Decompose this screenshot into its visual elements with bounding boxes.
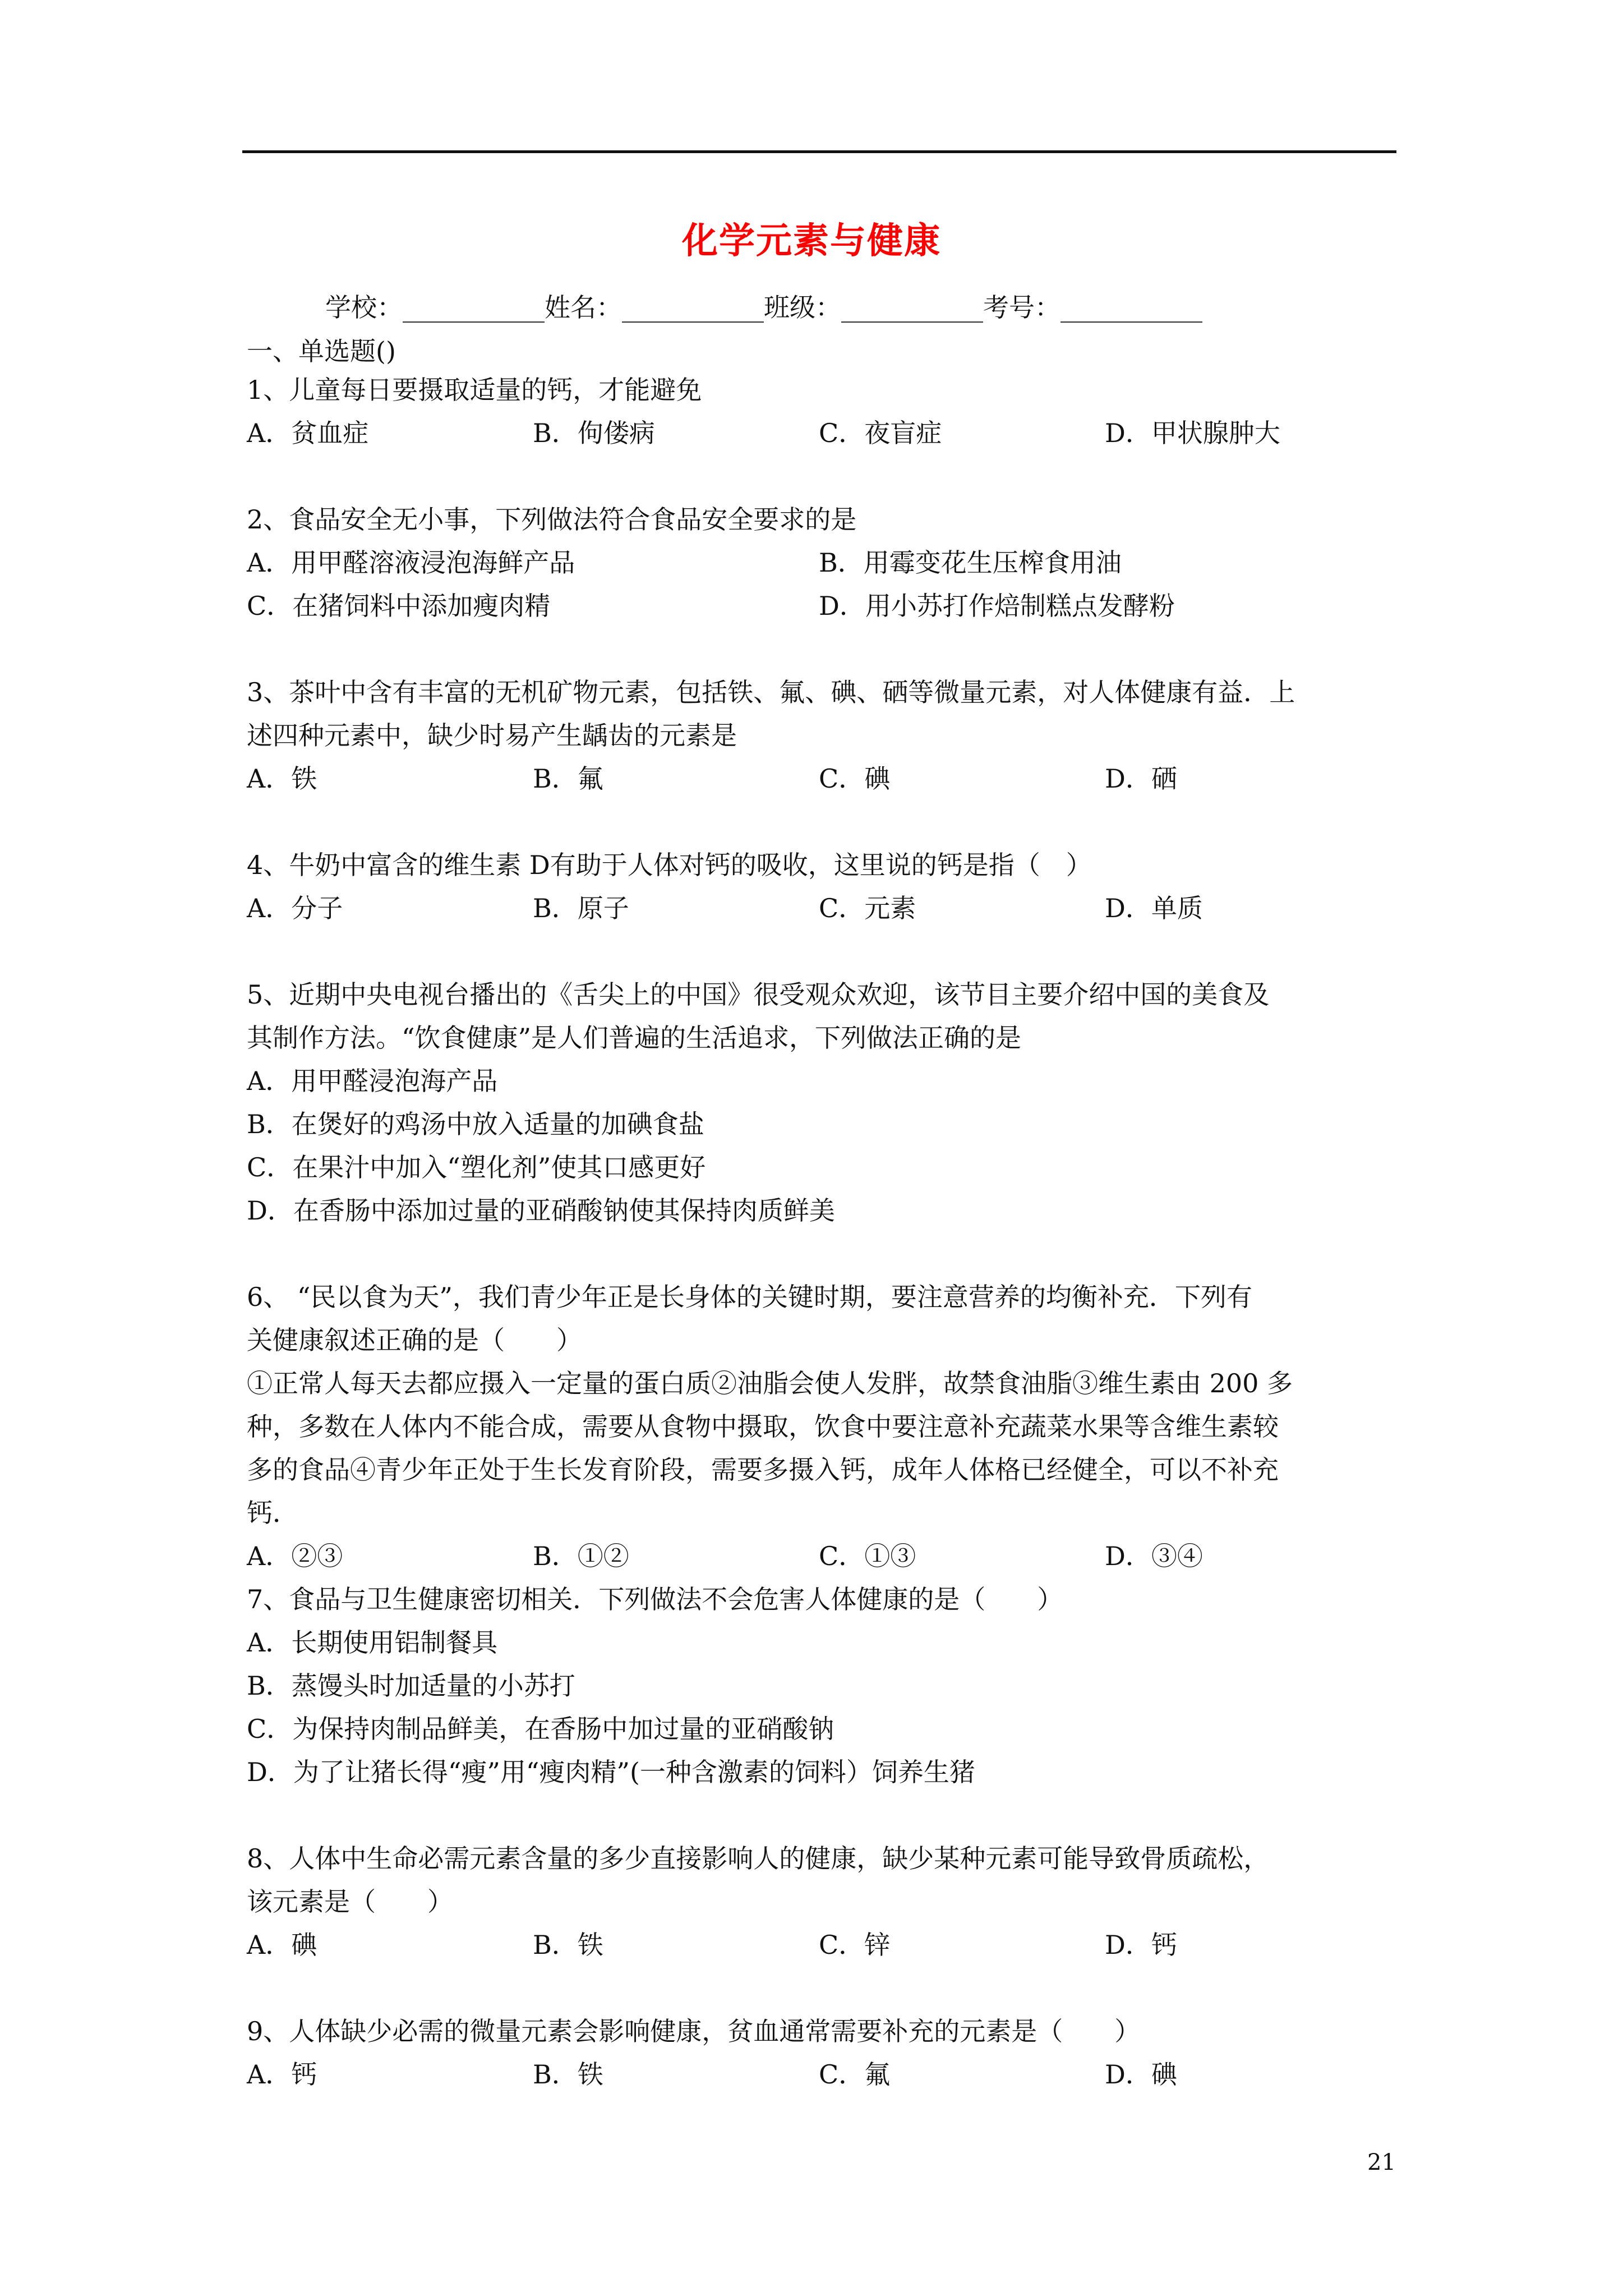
question-6 xyxy=(247,1276,1402,1578)
question-list xyxy=(247,369,1402,2096)
header-rule xyxy=(242,150,1396,153)
section-heading: 一、单选题() xyxy=(247,336,396,366)
option-a: A．钙 xyxy=(247,2059,317,2090)
question-9 xyxy=(247,2010,1402,2096)
option-d: D．硒 xyxy=(1105,763,1177,794)
option-a: A．用甲醛溶液浸泡海鲜产品 xyxy=(247,547,575,578)
option-d: D．在香肠中添加过量的亚硝酸钠使其保持肉质鲜美 xyxy=(247,1195,835,1226)
option-d: D．为了让猪长得“瘦”用“瘦肉精”(一种含激素的饲料）饲养生猪 xyxy=(247,1757,975,1787)
option-c: C．锌 xyxy=(819,1930,891,1960)
question-1 xyxy=(247,369,1402,455)
option-b: B．氟 xyxy=(533,763,603,794)
question-stem: 5、近期中央电视台播出的《舌尖上的中国》很受观众欢迎，该节目主要介绍中国的美食及 xyxy=(247,979,1270,1010)
option-row xyxy=(247,887,1402,930)
option-b: B．铁 xyxy=(533,2059,603,2090)
question-stem: 关健康叙述正确的是（ ） xyxy=(247,1325,582,1355)
question-stem: 7、食品与卫生健康密切相关．下列做法不会危害人体健康的是（ ） xyxy=(247,1584,1063,1614)
option-a: A．长期使用铝制餐具 xyxy=(247,1627,498,1658)
option-list xyxy=(247,1621,1402,1794)
question-stem: 8、人体中生命必需元素含量的多少直接影响人的健康，缺少某种元素可能导致骨质疏松， xyxy=(247,1843,1270,1874)
option-a: A．用甲醛浸泡海产品 xyxy=(247,1066,498,1096)
option-a: A．铁 xyxy=(247,763,317,794)
question-stem: 多的食品④青少年正处于生长发育阶段，需要多摄入钙，成年人体格已经健全，可以不补充 xyxy=(247,1455,1279,1485)
option-d: D．单质 xyxy=(1105,893,1203,923)
question-stem: 9、人体缺少必需的微量元素会影响健康，贫血通常需要补充的元素是（ ） xyxy=(247,2016,1141,2046)
option-d: D．用小苏打作焙制糕点发酵粉 xyxy=(819,591,1175,621)
option-list xyxy=(247,1060,1402,1232)
option-b: B．蒸馒头时加适量的小苏打 xyxy=(247,1671,575,1701)
question-stem: 述四种元素中，缺少时易产生龋齿的元素是 xyxy=(247,720,737,751)
option-b: B．用霉变花生压榨食用油 xyxy=(819,547,1122,578)
question-stem: 钙． xyxy=(247,1498,298,1528)
page-number: 21 xyxy=(1367,2150,1396,2175)
student-info-line: 学校：___________姓名：___________班级：___________考号：___________ xyxy=(325,292,1202,323)
option-b: B．原子 xyxy=(533,893,629,923)
question-stem: ①正常人每天去都应摄入一定量的蛋白质②油脂会使人发胖，故禁食油脂③维生素由 200 多 xyxy=(247,1368,1293,1398)
question-stem: 种，多数在人体内不能合成，需要从食物中摄取，饮食中要注意补充蔬菜水果等含维生素较 xyxy=(247,1411,1279,1442)
option-c: C．为保持肉制品鲜美，在香肠中加过量的亚硝酸钠 xyxy=(247,1714,834,1744)
option-c: C．氟 xyxy=(819,2059,891,2090)
option-b: B．佝偻病 xyxy=(533,418,655,448)
question-3 xyxy=(247,671,1402,800)
option-b: B．在煲好的鸡汤中放入适量的加碘食盐 xyxy=(247,1109,704,1139)
option-c: C．碘 xyxy=(819,763,891,794)
option-c: C．夜盲症 xyxy=(819,418,942,448)
option-d: D．③④ xyxy=(1105,1541,1203,1571)
option-row xyxy=(247,412,1402,455)
option-a: A．②③ xyxy=(247,1541,343,1571)
question-stem: 该元素是（ ） xyxy=(247,1887,453,1917)
option-c: C．在猪饲料中添加瘦肉精 xyxy=(247,591,551,621)
question-2 xyxy=(247,498,1402,628)
question-7 xyxy=(247,1578,1402,1794)
question-stem: 6、 “民以食为天”，我们青少年正是长身体的关键时期，要注意营养的均衡补充．下列有 xyxy=(247,1282,1252,1312)
question-stem: 其制作方法。“饮食健康”是人们普遍的生活追求，下列做法正确的是 xyxy=(247,1023,1022,1053)
option-b: B．铁 xyxy=(533,1930,603,1960)
option-row xyxy=(247,1535,1402,1578)
option-row xyxy=(247,2053,1402,2096)
page-title: 化学元素与健康 xyxy=(682,220,941,262)
option-row xyxy=(247,1924,1402,1967)
option-c: C．①③ xyxy=(819,1541,916,1571)
option-d: D．碘 xyxy=(1105,2059,1177,2090)
option-d: D．甲状腺肿大 xyxy=(1105,418,1280,448)
question-stem: 2、食品安全无小事，下列做法符合食品安全要求的是 xyxy=(247,504,857,535)
option-grid xyxy=(247,541,1402,628)
option-a: A．碘 xyxy=(247,1930,317,1960)
option-b: B．①② xyxy=(533,1541,629,1571)
question-stem: 1、儿童每日要摄取适量的钙，才能避免 xyxy=(247,375,702,405)
option-a: A．贫血症 xyxy=(247,418,369,448)
question-8 xyxy=(247,1837,1402,1967)
question-stem: 4、牛奶中富含的维生素 D有助于人体对钙的吸收，这里说的钙是指（ ） xyxy=(247,850,1092,880)
question-4 xyxy=(247,844,1402,930)
option-c: C．元素 xyxy=(819,893,916,923)
option-a: A．分子 xyxy=(247,893,343,923)
option-row xyxy=(247,757,1402,800)
question-5 xyxy=(247,973,1402,1232)
option-d: D．钙 xyxy=(1105,1930,1177,1960)
question-stem: 3、茶叶中含有丰富的无机矿物元素，包括铁、氟、碘、硒等微量元素，对人体健康有益．上 xyxy=(247,677,1295,707)
option-c: C．在果汁中加入“塑化剂”使其口感更好 xyxy=(247,1152,706,1182)
